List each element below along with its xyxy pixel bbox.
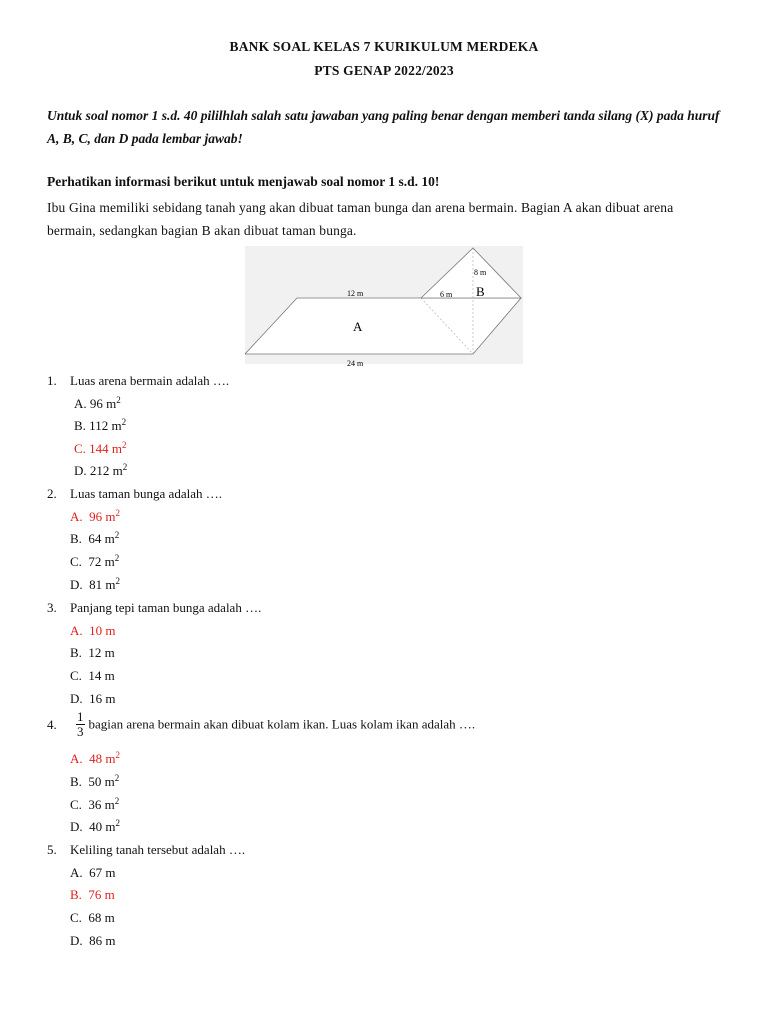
option-letter: D. bbox=[70, 933, 83, 948]
q4-option-a[interactable] bbox=[70, 751, 120, 767]
option-letter: C. bbox=[70, 910, 82, 925]
q2-option-a[interactable] bbox=[70, 509, 120, 525]
option-value: 67 m bbox=[89, 865, 116, 880]
option-letter: D. bbox=[70, 691, 83, 706]
option-letter: C. bbox=[74, 441, 86, 456]
q2-option-b[interactable] bbox=[70, 531, 119, 547]
option-letter: A. bbox=[70, 509, 83, 524]
option-value: 64 m bbox=[88, 531, 115, 546]
q5-option-a[interactable] bbox=[70, 865, 116, 881]
option-letter: D. bbox=[70, 577, 83, 592]
q3-option-b[interactable] bbox=[70, 645, 115, 661]
q1-option-d[interactable] bbox=[74, 463, 127, 479]
option-value: 50 m bbox=[88, 774, 115, 789]
instruction-text: Untuk soal nomor 1 s.d. 40 pililhlah salah satu jawaban yang paling benar dengan memberi tanda silang (X) pada huruf A, B, C, dan D pada lembar jawab! bbox=[47, 108, 720, 146]
q1-option-c[interactable] bbox=[74, 441, 127, 457]
option-sup: 2 bbox=[121, 417, 127, 427]
q5-option-d[interactable] bbox=[70, 933, 116, 949]
option-value: 112 m bbox=[89, 418, 122, 433]
q4-option-d[interactable] bbox=[70, 819, 120, 835]
label-24m: 24 m bbox=[347, 359, 364, 368]
fraction-denominator: 3 bbox=[77, 724, 84, 739]
label-12m: 12 m bbox=[347, 289, 364, 298]
label-8m: 8 m bbox=[474, 268, 487, 277]
option-letter: D. bbox=[70, 819, 83, 834]
q1-option-b[interactable] bbox=[74, 418, 126, 434]
option-sup: 2 bbox=[122, 462, 128, 472]
option-sup: 2 bbox=[114, 796, 120, 806]
q5-option-b[interactable] bbox=[70, 887, 115, 903]
question-text: Luas taman bunga adalah …. bbox=[70, 486, 222, 501]
label-6m: 6 m bbox=[440, 290, 453, 299]
document-title: BANK SOAL KELAS 7 KURIKULUM MERDEKA bbox=[229, 39, 539, 54]
option-value: 212 m bbox=[89, 463, 123, 478]
option-letter: A. bbox=[70, 623, 83, 638]
option-value: 12 m bbox=[88, 645, 115, 660]
question-number: 4. bbox=[47, 716, 57, 732]
option-value: 68 m bbox=[88, 910, 115, 925]
option-value: 40 m bbox=[89, 819, 116, 834]
option-sup: 2 bbox=[114, 530, 120, 540]
option-value: 76 m bbox=[88, 887, 115, 902]
option-value: 16 m bbox=[89, 691, 116, 706]
option-value: 10 m bbox=[89, 623, 116, 638]
question-number: 2. bbox=[47, 486, 57, 501]
option-value: 36 m bbox=[88, 797, 115, 812]
land-diagram bbox=[245, 246, 523, 370]
option-letter: B. bbox=[74, 418, 86, 433]
option-sup: 2 bbox=[116, 395, 121, 405]
q5-option-c[interactable] bbox=[70, 910, 115, 926]
question-1 bbox=[47, 373, 229, 389]
question-4 bbox=[47, 710, 475, 739]
option-letter: D. bbox=[74, 463, 87, 478]
option-value: 96 m bbox=[89, 509, 116, 524]
option-letter: A. bbox=[74, 396, 87, 411]
question-text: Luas arena bermain adalah …. bbox=[70, 373, 230, 388]
question-5 bbox=[47, 842, 245, 858]
option-value: 72 m bbox=[88, 554, 115, 569]
option-sup: 2 bbox=[115, 818, 121, 828]
option-letter: C. bbox=[70, 554, 82, 569]
question-number: 1. bbox=[47, 373, 57, 388]
option-sup: 2 bbox=[115, 508, 121, 518]
label-region-a: A bbox=[353, 319, 363, 334]
option-letter: B. bbox=[70, 645, 82, 660]
option-value: 81 m bbox=[89, 577, 116, 592]
option-letter: A. bbox=[70, 751, 83, 766]
option-sup: 2 bbox=[114, 553, 120, 563]
fraction-one-third bbox=[76, 710, 85, 739]
question-text: bagian arena bermain akan dibuat kolam ikan. Luas kolam ikan adalah …. bbox=[88, 716, 476, 732]
info-paragraph: Ibu Gina memiliki sebidang tanah yang akan dibuat taman bunga dan arena bermain. Bagian A akan dibuat arena bermain, sedangkan bagian B akan dibuat taman bunga. bbox=[47, 200, 674, 238]
question-text: Keliling tanah tersebut adalah …. bbox=[70, 842, 246, 857]
option-value: 144 m bbox=[89, 441, 123, 456]
q4-option-b[interactable] bbox=[70, 774, 119, 790]
option-letter: B. bbox=[70, 887, 82, 902]
option-value: 96 m bbox=[89, 396, 117, 411]
option-letter: B. bbox=[70, 531, 82, 546]
option-letter: C. bbox=[70, 668, 82, 683]
q3-option-d[interactable] bbox=[70, 691, 116, 707]
option-letter: A. bbox=[70, 865, 83, 880]
option-sup: 2 bbox=[122, 440, 127, 450]
info-heading: Perhatikan informasi berikut untuk menjawab soal nomor 1 s.d. 10! bbox=[47, 174, 440, 189]
option-value: 86 m bbox=[89, 933, 116, 948]
fraction-numerator: 1 bbox=[77, 709, 84, 724]
option-letter: C. bbox=[70, 797, 82, 812]
option-sup: 2 bbox=[115, 750, 121, 760]
label-region-b: B bbox=[476, 284, 485, 299]
q3-option-a[interactable] bbox=[70, 623, 116, 639]
question-number: 3. bbox=[47, 600, 57, 615]
q2-option-d[interactable] bbox=[70, 577, 120, 593]
option-value: 48 m bbox=[89, 751, 116, 766]
question-number: 5. bbox=[47, 842, 57, 857]
document-subtitle: PTS GENAP 2022/2023 bbox=[314, 63, 454, 78]
question-3 bbox=[47, 600, 261, 616]
q2-option-c[interactable] bbox=[70, 554, 119, 570]
option-sup: 2 bbox=[114, 773, 120, 783]
question-2 bbox=[47, 486, 222, 502]
option-sup: 2 bbox=[115, 576, 121, 586]
option-value: 14 m bbox=[88, 668, 115, 683]
q1-option-a[interactable] bbox=[74, 396, 121, 412]
question-text: Panjang tepi taman bunga adalah …. bbox=[70, 600, 262, 615]
q3-option-c[interactable] bbox=[70, 668, 115, 684]
option-letter: B. bbox=[70, 774, 82, 789]
q4-option-c[interactable] bbox=[70, 797, 119, 813]
